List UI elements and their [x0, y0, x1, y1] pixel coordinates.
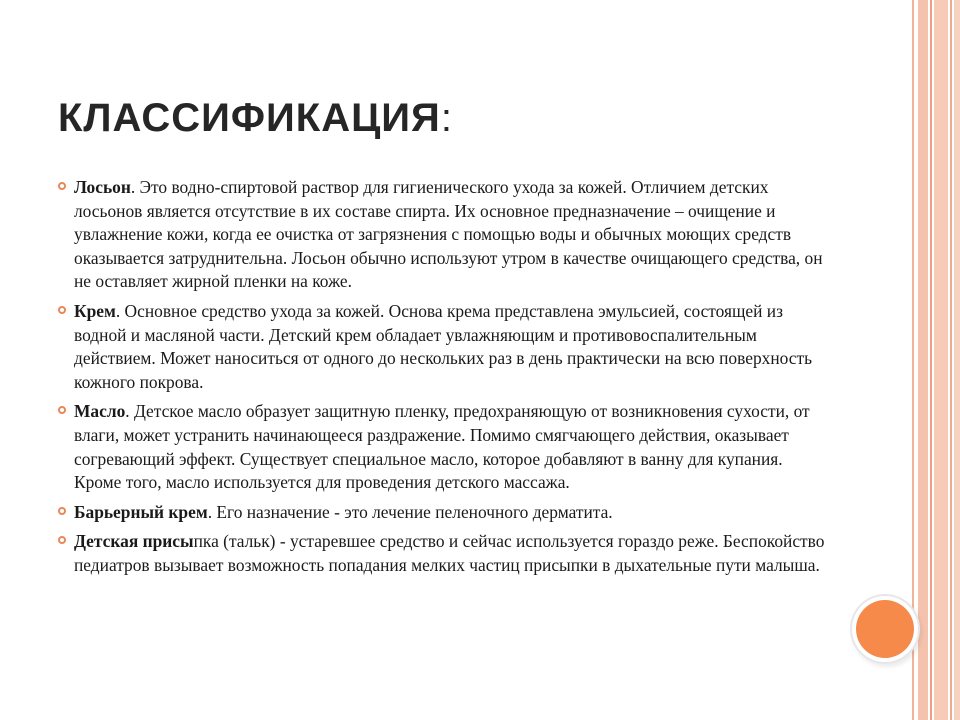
list-item [58, 176, 828, 294]
bullet-icon [58, 536, 66, 544]
bullet-list [58, 176, 828, 584]
item-term: Детская присы [74, 531, 194, 552]
bullet-icon [58, 182, 66, 190]
list-item [58, 501, 828, 525]
item-text: . Это водно-спиртовой раствор для гигиенического ухода за кожей. Отличием детских лосьонов является отсутствие в их составе спирта. Их основное предназначение – очищение и увлажнение кожи, когда ее очистка от загрязнения с помощью воды и обычных моющих средств оказывается затруднительна. Лосьон обычно используют утром в качестве очищающего средства, он не оставляет жирной пленки на коже. [74, 177, 823, 292]
item-text: . Основное средство ухода за кожей. Основа крема представлена эмульсией, состоящей из водной и масляной части. Детский крем обладает увлажняющим и противовоспалительным действием. Может наноситься от одного до нескольких раз в день практически на всю поверхность кожного покрова. [74, 300, 813, 392]
list-item [58, 530, 828, 577]
item-term: Лосьон [74, 177, 131, 197]
item-term: Крем [74, 300, 116, 321]
item-term: Масло [74, 401, 126, 422]
decorative-side-stripes [912, 0, 960, 720]
bullet-icon [58, 306, 66, 314]
slide-title-colon: : [440, 96, 453, 140]
bullet-icon [58, 507, 66, 515]
item-text: пка (тальк) - устаревшее средство и сейчас используется гораздо реже. Беспокойство педиатров вызывает возможность попадания мелких частиц присыпки в дыхательные пути малыша. [74, 531, 825, 575]
slide-title [58, 96, 453, 141]
item-text: . Детское масло образует защитную пленку, предохраняющую от возникновения сухости, от влаги, может устранить начинающееся раздражение. Помимо смягчающего действия, оказывает согревающий эффект. Существует специальное масло, которое добавляют в ванну для купания. Кроме того, масло используется для проведения детского массажа. [74, 401, 810, 493]
item-term: Барьерный крем [74, 501, 208, 522]
list-item [58, 300, 828, 394]
slide-title-text: КЛАССИФИКАЦИЯ [58, 96, 441, 140]
bullet-icon [58, 406, 66, 414]
list-item [58, 400, 828, 494]
decorative-orange-circle [856, 600, 914, 658]
item-text: . Его назначение - это лечение пеленочного дерматита. [207, 501, 613, 522]
